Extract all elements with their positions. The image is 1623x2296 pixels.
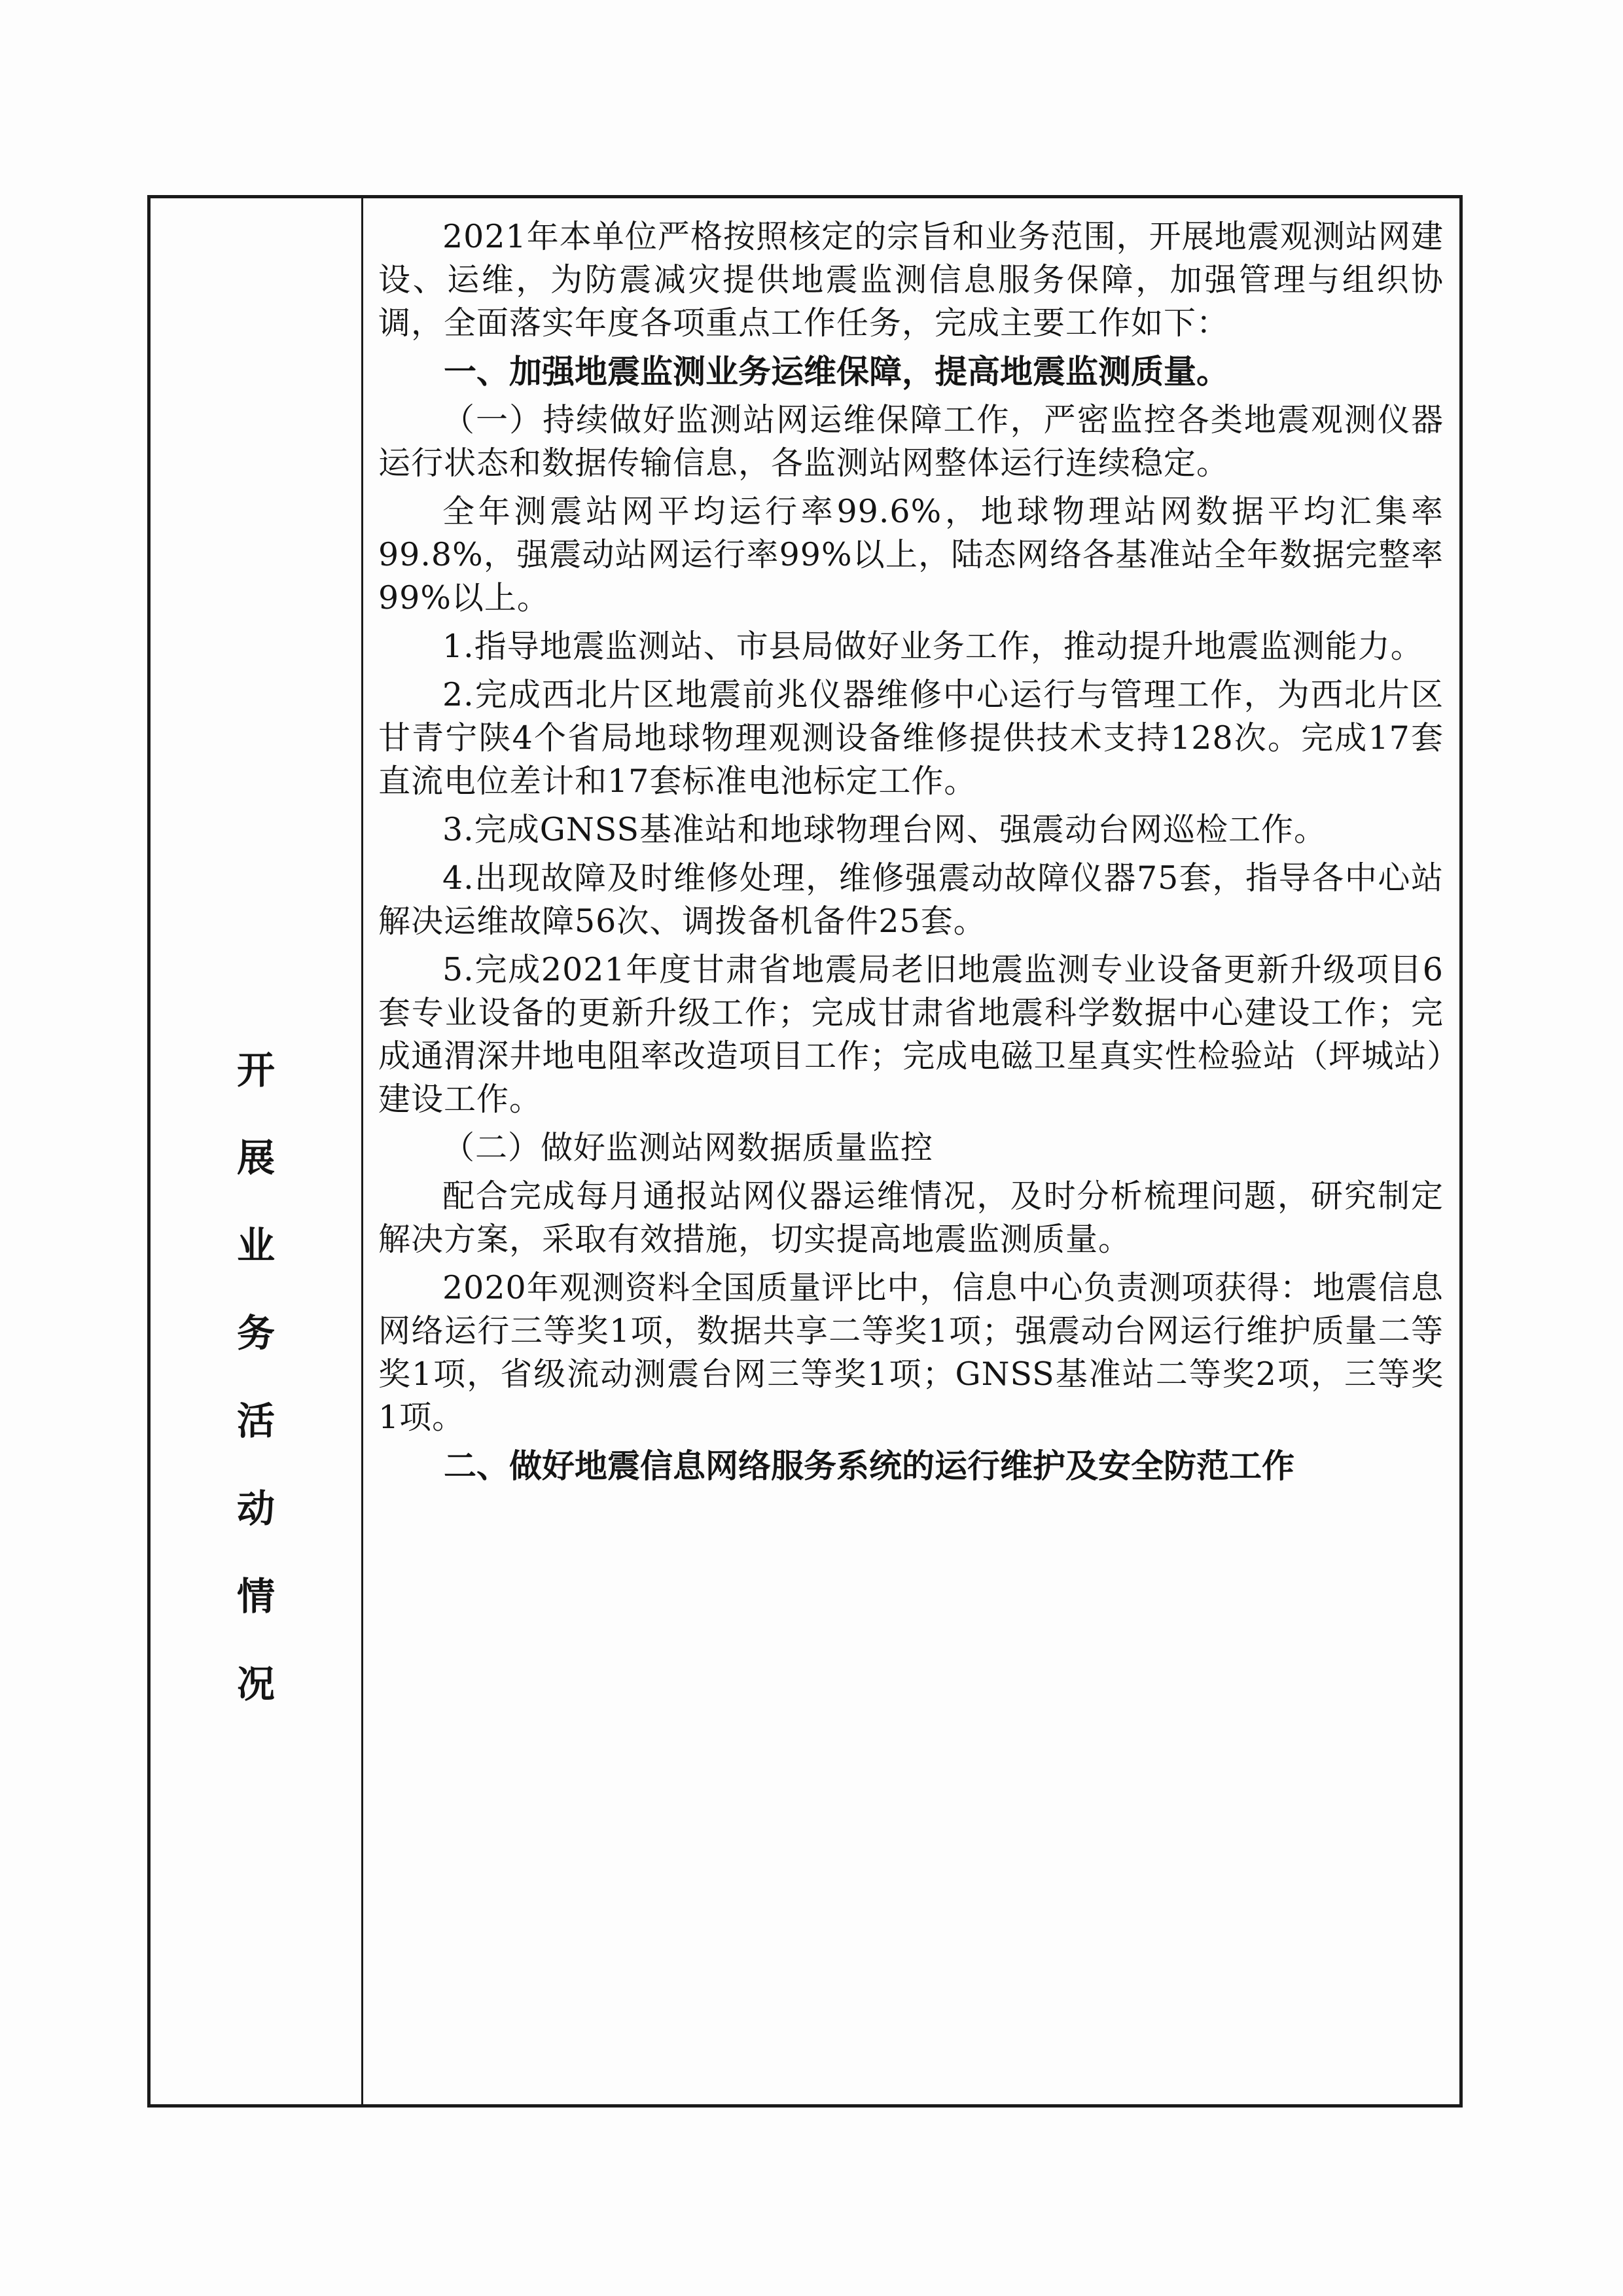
body-paragraph: 2020年观测资料全国质量评比中，信息中心负责测项获得：地震信息网络运行三等奖1项，数据共享二等奖1项；强震动台网运行维护质量二等奖1项，省级流动测震台网三等奖1项；GNSS基准站二等奖2项，三等奖1项。 [378, 1269, 1444, 1436]
intro-paragraph: 2021年本单位严格按照核定的宗旨和业务范围，开展地震观测站网建设、运维，为防震减灾提供地震监测信息服务保障，加强管理与组织协调，全面落实年度各项重点工作任务，完成主要工作如下： [378, 218, 1444, 342]
subsection-paragraph: （二）做好监测站网数据质量监控 [442, 1129, 934, 1166]
section-label-char: 开 [236, 1048, 275, 1092]
section-label-char: 业 [236, 1223, 275, 1268]
section-label-char: 况 [236, 1662, 275, 1706]
body-paragraph: 配合完成每月通报站网仪器运维情况，及时分析梳理问题，研究制定解决方案，采取有效措施，切实提高地震监测质量。 [378, 1177, 1444, 1258]
section-label-char: 活 [236, 1399, 275, 1443]
list-item: 5.完成2021年度甘肃省地震局老旧地震监测专业设备更新升级项目6套专业设备的更新升级工作；完成甘肃省地震科学数据中心建设工作；完成通渭深井地电阻率改造项目工作；完成电磁卫星真实性检验站（坪城站）建设工作。 [378, 951, 1444, 1118]
list-item: 2.完成西北片区地震前兆仪器维修中心运行与管理工作，为西北片区甘青宁陕4个省局地球物理观测设备维修提供技术支持128次。完成17套直流电位差计和17套标准电池标定工作。 [378, 676, 1444, 800]
list-item: 4.出现故障及时维修处理，维修强震动故障仪器75套，指导各中心站解决运维故障56次、调拨备机备件25套。 [378, 859, 1444, 940]
subsection-paragraph: （一）持续做好监测站网运维保障工作，严密监控各类地震观测仪器运行状态和数据传输信息，各监测站网整体运行连续稳定。 [378, 401, 1444, 482]
section-label-char: 情 [236, 1574, 275, 1619]
section-heading-1: 一、加强地震监测业务运维保障，提高地震监测质量。 [444, 353, 1229, 391]
section-label-char: 务 [236, 1311, 275, 1355]
section-label [151, 1026, 361, 1728]
section-label-char: 动 [236, 1486, 275, 1531]
section-label-char: 展 [236, 1136, 275, 1180]
list-item: 3.完成GNSS基准站和地球物理台网、强震动台网巡检工作。 [442, 811, 1327, 848]
body-paragraph: 全年测震站网平均运行率99.6%，地球物理站网数据平均汇集率99.8%，强震动站网运行率99%以上，陆态网络各基准站全年数据完整率99%以上。 [378, 493, 1444, 617]
section-heading-2: 二、做好地震信息网络服务系统的运行维护及安全防范工作 [444, 1447, 1294, 1485]
column-divider [361, 198, 363, 2104]
list-item: 1.指导地震监测站、市县局做好业务工作，推动提升地震监测能力。 [442, 628, 1423, 665]
section-label-cell [151, 198, 361, 2104]
activity-table [147, 195, 1463, 2108]
content-cell [378, 215, 1444, 1488]
